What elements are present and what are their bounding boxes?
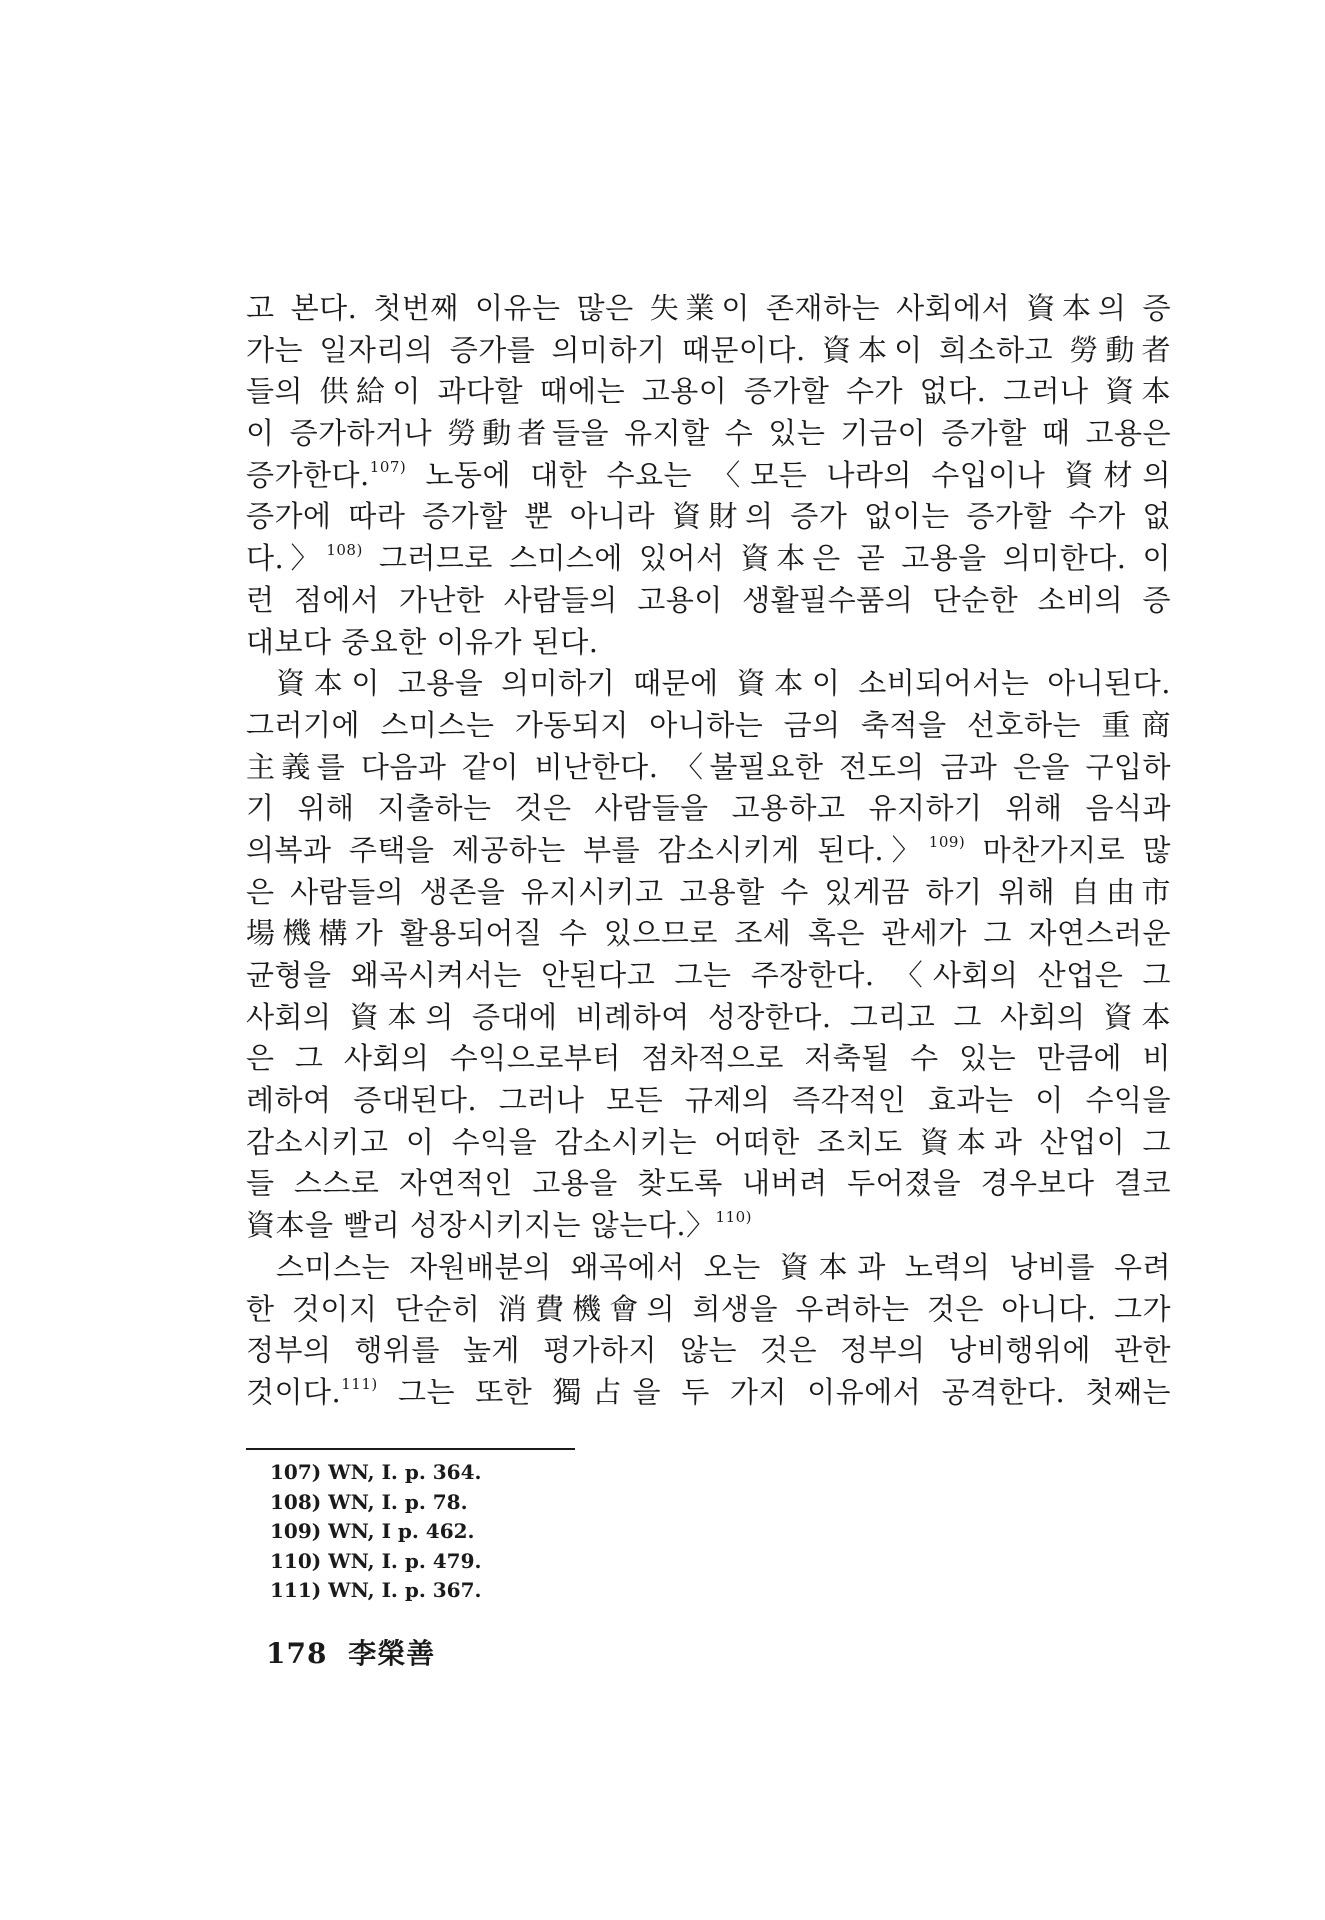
line-text: 의복과 주택을 제공하는 부를 감소시키게 된다.〉 [246, 832, 929, 867]
text-line: 場機構가 활용되어질 수 있으므로 조세 혹은 관세가 그 자연스러운 [246, 916, 1171, 951]
text-line: 가는 일자리의 증가를 의미하기 때문이다. 資本이 희소하고 勞動者 [246, 332, 1171, 367]
line-text: 마찬가지로 많 [965, 832, 1171, 867]
text-line: 례하여 증대된다. 그러나 모든 규제의 즉각적인 효과는 이 수익을 [246, 1083, 1171, 1118]
line-text: 그러므로 스미스에 있어서 資本은 곧 고용을 의미한다. 이 [362, 541, 1172, 576]
text-line: 기 위해 지출하는 것은 사람들을 고용하고 유지하기 위해 음식과 [246, 791, 1171, 826]
text-line [246, 538, 1171, 580]
text-line: 사회의 資本의 증대에 비례하여 성장한다. 그리고 그 사회의 資本 [246, 999, 1171, 1034]
footnote: 110) WN, I. p. 479. [270, 1548, 482, 1573]
author-name: 李榮善 [348, 1637, 436, 1670]
text-line [246, 1205, 1171, 1247]
text-line: 들 스스로 자연적인 고용을 찾도록 내버려 두어졌을 경우보다 결코 [246, 1166, 1171, 1201]
text-line [246, 1372, 1171, 1414]
text-line: 스미스는 자원배분의 왜곡에서 오는 資本과 노력의 낭비를 우려 [276, 1249, 1171, 1284]
page-number: 178 [266, 1637, 328, 1670]
text-line: 균형을 왜곡시켜서는 안된다고 그는 주장한다. 〈사회의 산업은 그 [246, 958, 1171, 992]
text-line: 고 본다. 첫번째 이유는 많은 失業이 존재하는 사회에서 資本의 증 [246, 291, 1171, 325]
line-text: 증가한다. [246, 457, 370, 492]
text-line: 대보다 중요한 이유가 된다. [246, 624, 599, 659]
footnote-reference: 108) [326, 541, 363, 560]
line-text: 노동에 대한 수요는 〈모든 나라의 수입이나 資材의 [406, 457, 1171, 492]
footnote-reference: 107) [369, 457, 407, 476]
text-line: 資本이 고용을 의미하기 때문에 資本이 소비되어서는 아니된다. [276, 666, 1171, 701]
text-line: 은 사람들의 생존을 유지시키고 고용할 수 있게끔 하기 위해 自由市 [246, 874, 1171, 909]
footnote-reference: 110) [715, 1208, 753, 1227]
footnote-divider [246, 1448, 575, 1450]
text-line: 정부의 행위를 높게 평가하지 않는 것은 정부의 낭비행위에 관한 [246, 1333, 1171, 1368]
text-line: 主義를 다음과 같이 비난한다. 〈불필요한 전도의 금과 은을 구입하 [246, 749, 1171, 784]
text-line: 이 증가하거나 勞動者들을 유지할 수 있는 기금이 증가할 때 고용은 [246, 416, 1171, 451]
footnotes [270, 1458, 770, 1606]
page-footer [266, 1632, 435, 1672]
footnote: 108) WN, I. p. 78. [270, 1489, 468, 1514]
line-text: 資本을 빨리 성장시키지는 않는다.〉 [246, 1208, 716, 1243]
text-line: 은 그 사회의 수익으로부터 점차적으로 저축될 수 있는 만큼에 비 [246, 1041, 1171, 1076]
text-line [246, 455, 1171, 497]
footnote: 111) WN, I. p. 367. [270, 1578, 482, 1602]
text-line: 런 점에서 가난한 사람들의 고용이 생활필수품의 단순한 소비의 증 [246, 582, 1171, 617]
text-line: 들의 供給이 과다할 때에는 고용이 증가할 수가 없다. 그러나 資本 [246, 374, 1171, 409]
body-text [246, 288, 1171, 1414]
paragraph-2 [246, 663, 1171, 1247]
text-line: 한 것이지 단순히 消費機會의 희생을 우려하는 것은 아니다. 그가 [246, 1291, 1171, 1326]
line-text: 그는 또한 獨占을 두 가지 이유에서 공격한다. 첫째는 [377, 1374, 1171, 1409]
text-line: 증가에 따라 증가할 뿐 아니라 資財의 증가 없이는 증가할 수가 없 [246, 499, 1171, 534]
paragraph-1 [246, 288, 1171, 663]
text-line: 그러기에 스미스는 가동되지 아니하는 금의 축적을 선호하는 重商 [246, 707, 1171, 742]
line-text: 것이다. [246, 1374, 342, 1409]
text-line: 감소시키고 이 수익을 감소시키는 어떠한 조치도 資本과 산업이 그 [246, 1124, 1171, 1159]
footnote: 109) WN, I p. 462. [270, 1519, 475, 1543]
line-text: 다.〉 [246, 541, 327, 576]
footnote: 107) WN, I. p. 364. [270, 1460, 482, 1484]
paragraph-3 [246, 1247, 1171, 1414]
footnote-reference: 111) [341, 1374, 378, 1393]
footnote-reference: 109) [928, 832, 966, 851]
text-line [246, 830, 1171, 872]
